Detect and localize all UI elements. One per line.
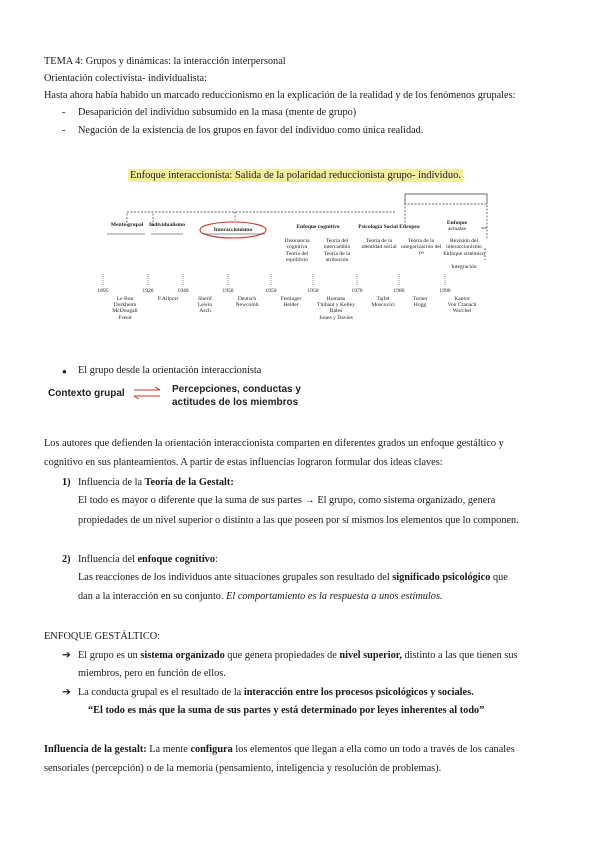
g1e: distinto a las que tienen sus <box>401 650 518 661</box>
final-line-2: sensoriales (percepción) o de la memoria (pensamiento, inteligencia y resolución de problemas). <box>44 763 442 774</box>
author: Newcomb <box>235 302 259 309</box>
sub-integracion: Integración <box>451 264 477 270</box>
sub-equilibrio: Teoría del equilibrio <box>285 251 309 264</box>
author: Tajfel <box>376 296 390 302</box>
authors-1970 <box>363 296 403 308</box>
author: Moscovici <box>371 302 395 309</box>
authors-1950c <box>311 296 361 321</box>
gestalt-item-2 <box>78 686 474 700</box>
dash-item-2: Negación de la existencia de los grupos en favor del individuo como única realidad. <box>78 125 424 136</box>
key-1-title <box>78 476 234 490</box>
k2t1c: que <box>490 572 508 583</box>
sub-disonancia: Disonancia cognitiva <box>284 238 310 251</box>
author: Le Bon <box>116 296 134 302</box>
timeline-figure <box>95 190 495 330</box>
bullet-interaccionista: El grupo desde la orientación interaccionista <box>78 365 262 376</box>
bullet-dot: ● <box>62 367 67 376</box>
final-lead: Influencia de la gestalt: <box>44 744 147 755</box>
percepciones-line1: Percepciones, conductas y <box>172 384 301 395</box>
authors-1950a <box>227 296 267 308</box>
author: F.Allport <box>157 296 179 302</box>
key-2-pre: Influencia del <box>78 554 138 565</box>
page-title: TEMA 4: Grupos y dinámicas: la interacción interpersonal <box>44 56 286 67</box>
sub-atribucion: Teoría de la atribución <box>323 251 351 264</box>
cat-actuales-word: actuales <box>447 226 466 233</box>
year-2: 1920 <box>142 288 154 294</box>
author: Heider <box>283 302 299 309</box>
key-1-number: 1) <box>62 477 71 488</box>
author: Worchel <box>452 308 472 315</box>
author: Deutsch <box>237 296 257 302</box>
contexto-grupal-label: Contexto grupal <box>48 388 125 399</box>
author: Sherif <box>198 296 212 302</box>
author: Asch <box>199 308 211 315</box>
author: Hogg <box>413 302 427 309</box>
paragraph-line-2: cognitivo en sus planteamientos. A partir de estas influencias lograron formular dos ideas claves: <box>44 457 443 468</box>
g1b: sistema organizado <box>140 650 225 661</box>
authors-1980 <box>405 296 435 308</box>
gestalt-item-1-cont: miembros, pero en función de ellos. <box>78 668 226 679</box>
final-b: configura <box>190 744 233 755</box>
sub-revision: Revisión del interaccionismo <box>446 238 482 251</box>
figure-caption <box>128 170 463 181</box>
subtitle: Orientación colectivista- individualista: <box>44 73 207 84</box>
authors-1990 <box>437 296 487 315</box>
author: Thibaut y Kelley <box>317 302 355 309</box>
percepciones-label <box>172 383 301 409</box>
year-5: 1950 <box>265 288 277 294</box>
k2t2a: dan a la interacción en su conjunto. <box>78 591 227 602</box>
authors-1920 <box>150 296 186 302</box>
key-1-text-1: El todo es mayor o diferente que la suma de sus partes → El grupo, como sistema organizado, genera <box>78 495 496 506</box>
year-4: 1950 <box>222 288 234 294</box>
key-2-text-1 <box>78 571 508 585</box>
year-7: 1970 <box>351 288 363 294</box>
g1c: que genera propiedades de <box>224 650 340 661</box>
year-8: 1980 <box>393 288 405 294</box>
author: Freud <box>118 314 132 321</box>
authors-1940 <box>189 296 221 315</box>
final-c: los elementos que llegan a ella como un todo a través de los canales <box>232 744 515 755</box>
author: Turner <box>412 296 428 302</box>
final-line-1 <box>44 743 515 757</box>
cat-individualismo: Individualismo <box>148 222 186 228</box>
author: Durkheim <box>113 302 137 309</box>
key-1-bold: Teoría de la Gestalt: <box>144 477 234 488</box>
key-2-title <box>78 553 218 567</box>
cat-mente-grupal: Mente grupal <box>110 222 144 228</box>
final-a: La mente <box>146 744 191 755</box>
k2t1a: Las reacciones de los individuos ante situaciones grupales son resultado del <box>78 572 393 583</box>
author: McDougall <box>112 308 138 315</box>
arrow-bullet-icon: ➔ <box>62 650 71 661</box>
bidirectional-arrow-icon <box>132 386 164 400</box>
author: Jones y Davies <box>319 314 353 321</box>
year-6: 1950 <box>307 288 319 294</box>
dash-marker: - <box>62 125 66 136</box>
k2t1b: significado psicológico <box>392 572 491 583</box>
percepciones-line2: actitudes de los miembros <box>172 397 299 408</box>
authors-1895 <box>105 296 145 321</box>
author: Lewin <box>197 302 213 309</box>
cat-enfoque-cognitivo: Enfoque cognitivo <box>296 224 340 230</box>
cat-enfoque-actual <box>437 220 477 232</box>
intro-text: Hasta ahora había habido un marcado reduccionismo en la explicación de la realidad y de los fenómenos grupales: <box>44 90 516 101</box>
g1d: nivel superior, <box>339 650 402 661</box>
gestalt-item-1 <box>78 649 518 663</box>
year-1: 1895 <box>97 288 109 294</box>
year-3: 1940 <box>177 288 189 294</box>
key-2-post: : <box>214 554 218 565</box>
authors-1950b <box>271 296 311 308</box>
author: Von Cranach <box>447 302 477 309</box>
sub-categorizacion: Teoría de la categorización del yo <box>400 238 442 257</box>
gestalt-quote: “El todo es más que la suma de sus partes y está determinado por leyes inherentes al todo” <box>88 705 485 716</box>
key-1-text-2: propiedades de un nivel superior o distinto a las que poseen por sí mismos los elementos que lo componen. <box>78 515 519 526</box>
cat-interaccionismo: Interaccionismo <box>213 227 253 233</box>
gestalt-heading: ENFOQUE GESTÁLTICO: <box>44 631 161 642</box>
dash-item-1: Desaparición del individuo subsumido en la masa (mente de grupo) <box>78 107 357 118</box>
key-2-number: 2) <box>62 554 71 565</box>
sub-identidad-social: Teoría de la identidad social <box>361 238 397 251</box>
author: Kantor <box>454 296 470 302</box>
key-2-text-2 <box>78 590 443 604</box>
g2a: La conducta grupal es el resultado de la <box>78 687 244 698</box>
cat-psico-europea: Psicología Social Europea <box>358 224 420 230</box>
author: Bales <box>329 308 343 315</box>
sub-sistemico: Enfoque sistémico <box>443 251 485 257</box>
sub-intercambio: Teoría del intercambio <box>323 238 351 251</box>
author: Festinger <box>280 296 302 302</box>
arrow-bullet-icon: ➔ <box>62 687 71 698</box>
author: Homans <box>326 296 346 302</box>
key-1-pre: Influencia de la <box>78 477 145 488</box>
dash-marker: - <box>62 107 66 118</box>
paragraph-line-1: Los autores que defienden la orientación interaccionista comparten en diferentes grados un enfoque gestáltico y <box>44 438 504 449</box>
year-9: 1990 <box>439 288 451 294</box>
cat-enfoque-word: Enfoque <box>446 220 468 226</box>
key-2-bold: enfoque cognitivo <box>137 554 215 565</box>
g2b: interacción entre los procesos psicológicos y sociales. <box>243 687 474 698</box>
g1a: El grupo es un <box>78 650 141 661</box>
caption-highlight: Enfoque interaccionista: Salida de la polaridad reduccionista grupo- individuo. <box>130 170 461 181</box>
k2t2b: El comportamiento es la respuesta a unos estímulos. <box>226 591 443 602</box>
